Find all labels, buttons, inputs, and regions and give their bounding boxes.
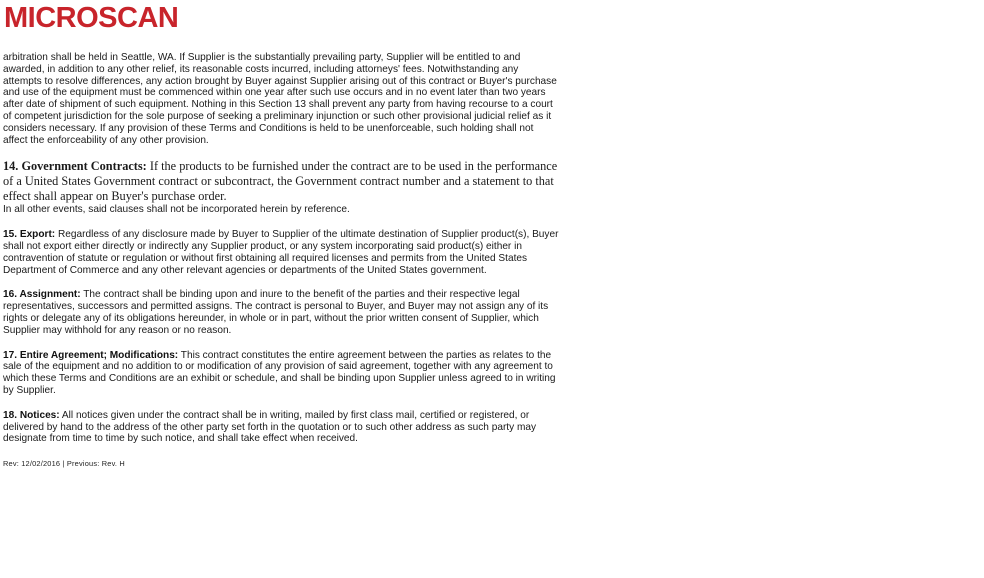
section-14-tail: In all other events, said clauses shall not be incorporated herein by reference.: [3, 204, 350, 216]
section-15-heading: 15. Export:: [3, 229, 56, 241]
section-16-body: The contract shall be binding upon and inure to the benefit of the parties and their respective legal representatives, successors and permitted assigns. The contract is personal to Buyer, and Buyer may not assign any of its rights or delegate any of its obligations hereunder, in whole or in part, without the prior written consent of Supplier, which Supplier may withhold for any reason or no reason.: [3, 289, 549, 336]
section-17-heading: 17. Entire Agreement; Modifications:: [3, 349, 179, 361]
section-15-body: Regardless of any disclosure made by Buyer to Supplier of the ultimate destination of Supplier product(s), Buyer shall not export either directly or indirectly any Supplier product, or any system incorporating said product(s) either in contravention of statute or regulation or without first obtaining all required licenses and permits from the United States Department of Commerce and any other relevant agencies or departments of the United States government.: [3, 229, 559, 276]
section-16-heading: 16. Assignment:: [3, 289, 81, 301]
section-17-entire-agreement: [3, 350, 559, 397]
section-18-heading: 18. Notices:: [3, 409, 60, 421]
section-14-body: If the products to be furnished under the contract are to be used in the performance of a United States Government contract or subcontract, the Government contract number and a statement to that effect shall appear on Buyer's purchase order.: [3, 159, 558, 203]
section-18-notices: [3, 410, 559, 445]
section-18-body: All notices given under the contract shall be in writing, mailed by first class mail, certified or registered, or delivered by hand to the address of the other party set forth in the quotation or to such other address as such party may designate from time to time by such notice, and shall take effect when received.: [3, 409, 537, 445]
section-17-body: This contract constitutes the entire agreement between the parties as relates to the sale of the equipment and no addition to or modification of any provision of said agreement, together with any agreement to which these Terms and Conditions are an exhibit or schedule, and shall be binding upon Supplier unless agreed to in writing by Supplier.: [3, 349, 556, 396]
section-14-heading: 14. Government Contracts:: [3, 159, 147, 174]
microscan-logo: MICROSCAN: [4, 2, 179, 34]
section-14-government-contracts: [3, 159, 559, 203]
section-15-export: [3, 229, 559, 276]
section-13-continuation: arbitration shall be held in Seattle, WA. If Supplier is the substantially prevailing party, Supplier will be entitled to and awarded, in addition to any other relief, its reasonable costs incurred, including attorneys' fees. Notwithstanding any attempts to resolve differences, any action brought by Buyer against Supplier arising out of this contract or Buyer's purchase and use of the equipment must be commenced within one year after such use occurs and in no event later than two years after date of shipment of such equipment. Nothing in this Section 13 shall prevent any party from having recourse to a court of competent jurisdiction for the sole purpose of seeking a preliminary injunction or such other provisional judicial relief as it considers necessary. If any provision of these Terms and Conditions is held to be unenforceable, such holding shall not affect the enforceability of any other provision.: [3, 52, 557, 146]
revision-footer: Rev: 12/02/2016 | Previous: Rev. H: [3, 459, 125, 469]
terms-document: [3, 52, 559, 468]
section-16-assignment: [3, 289, 559, 336]
